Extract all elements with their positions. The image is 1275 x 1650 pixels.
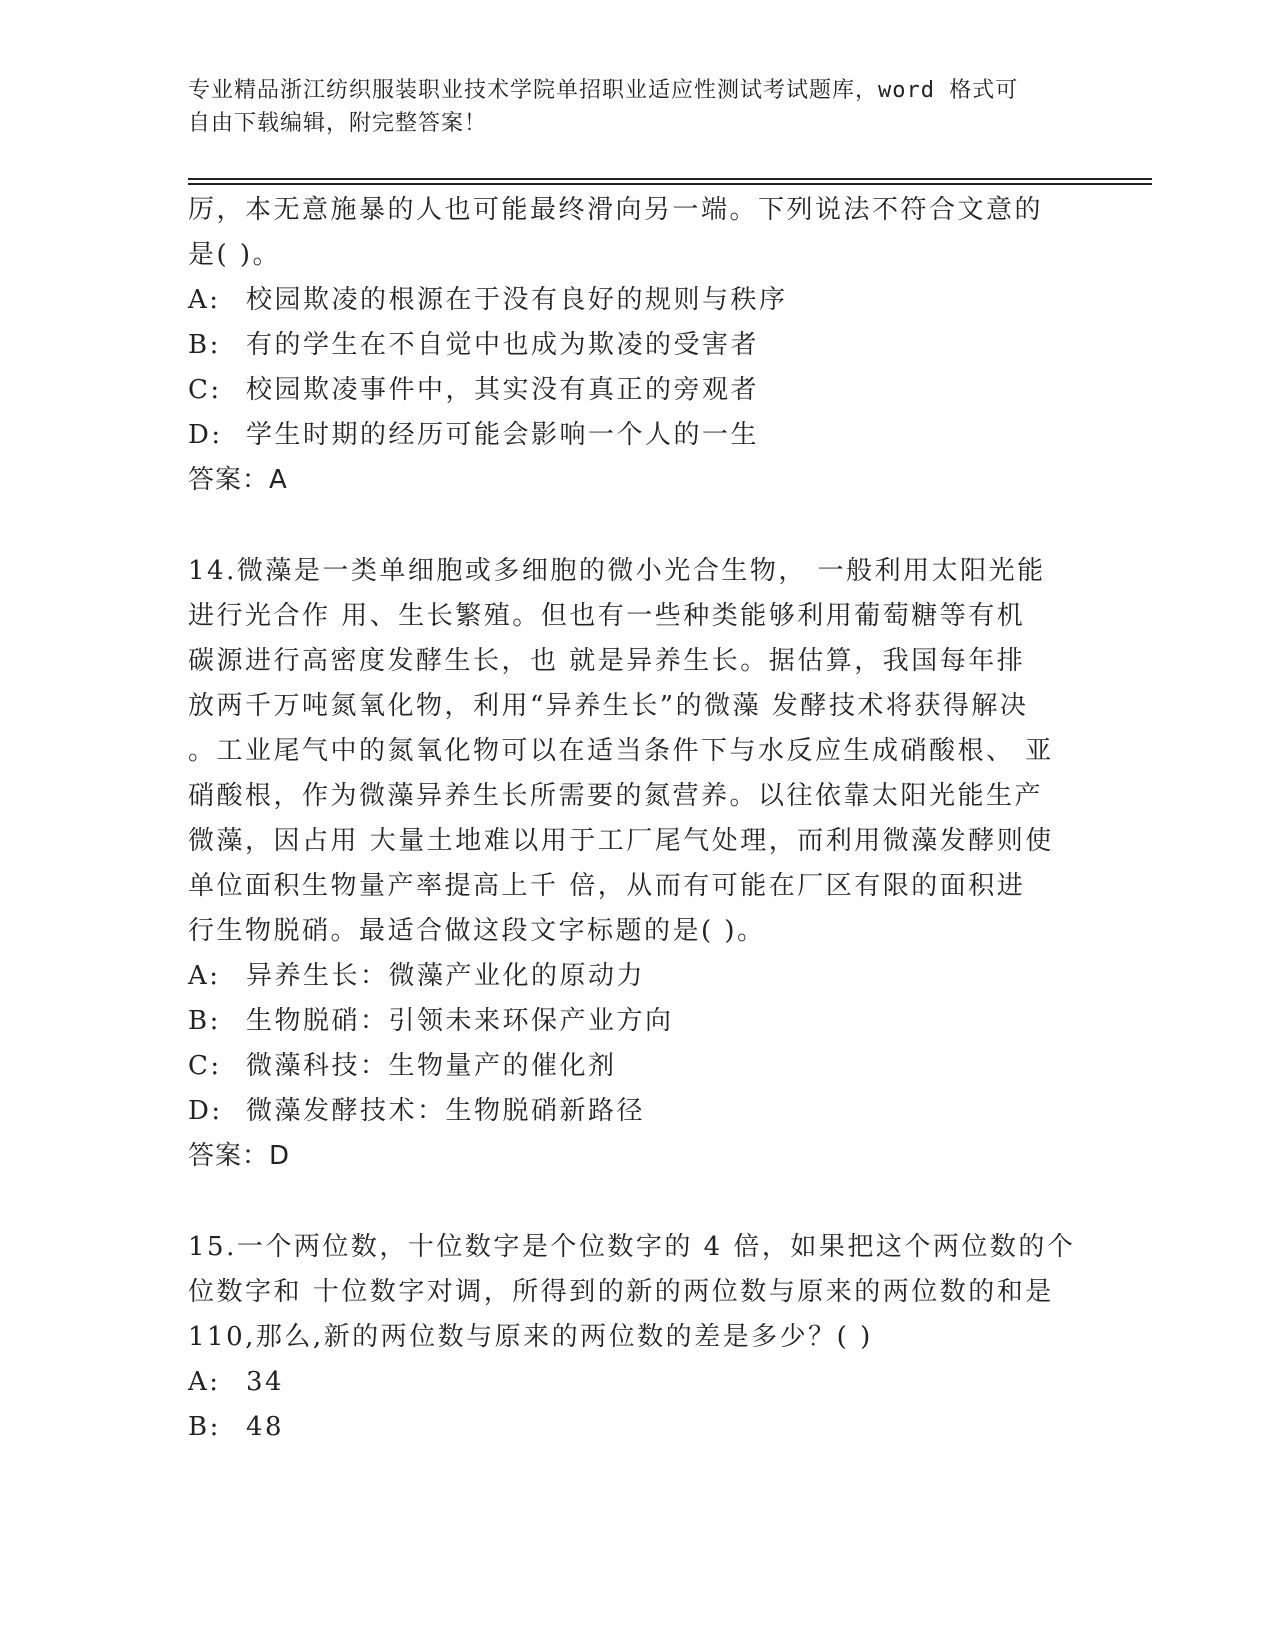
document-header xyxy=(188,74,1068,140)
question-text-line: 单位面积生物量产率提高上千 倍，从而有可能在厂区有限的面积进 xyxy=(188,871,1026,901)
question-text-line: 15.一个两位数，十位数字是个位数字的 4 倍，如果把这个两位数的个 xyxy=(188,1232,1076,1262)
question-text-line: 位数字和 十位数字对调，所得到的新的两位数与原来的两位数的和是 xyxy=(188,1277,1054,1307)
option-b: B: 48 xyxy=(188,1412,285,1442)
option-a: A: 校园欺凌的根源在于没有良好的规则与秩序 xyxy=(188,285,788,315)
option-d: D: 微藻发酵技术：生物脱硝新路径 xyxy=(188,1096,646,1126)
question-15 xyxy=(188,1225,1088,1450)
option-c: C: 微藻科技：生物量产的催化剂 xyxy=(188,1051,617,1081)
question-text-line: 行生物脱硝。最适合做这段文字标题的是( )。 xyxy=(188,916,766,946)
header-line-1: 专业精品浙江纺织服装职业技术学院单招职业适应性测试考试题库，word 格式可 xyxy=(188,78,1019,103)
answer: 答案：D xyxy=(188,1141,291,1171)
option-c: C: 校园欺凌事件中，其实没有真正的旁观者 xyxy=(188,375,760,405)
option-d: D: 学生时期的经历可能会影响一个人的一生 xyxy=(188,420,760,450)
answer: 答案：A xyxy=(188,465,288,495)
question-text-line: 。工业尾气中的氮氧化物可以在适当条件下与水反应生成硝酸根、 亚 xyxy=(188,736,1054,766)
option-a: A: 34 xyxy=(188,1367,285,1397)
question-text-line: 微藻，因占用 大量土地难以用于工厂尾气处理，而利用微藻发酵则使 xyxy=(188,826,1054,856)
question-13 xyxy=(188,188,1088,503)
header-rule-top xyxy=(188,178,1152,180)
header-line-2: 自由下载编辑，附完整答案！ xyxy=(188,111,488,136)
document-body xyxy=(188,188,1088,1450)
question-text-line: 硝酸根，作为微藻异养生长所需要的氮营养。以往依靠太阳光能生产 xyxy=(188,781,1044,811)
question-14 xyxy=(188,549,1088,1179)
option-b: B: 有的学生在不自觉中也成为欺凌的受害者 xyxy=(188,330,760,360)
question-text-line: 进行光合作 用、生长繁殖。但也有一些种类能够利用葡萄糖等有机 xyxy=(188,601,1026,631)
header-rule-bottom xyxy=(188,183,1152,185)
question-text-line: 14.微藻是一类单细胞或多细胞的微小光合生物， 一般利用太阳光能 xyxy=(188,556,1046,586)
question-text-line: 放两千万吨氮氧化物，利用“异养生长”的微藻 发酵技术将获得解决 xyxy=(188,691,1029,721)
question-text-line: 110,那么,新的两位数与原来的两位数的差是多少？( ) xyxy=(188,1322,873,1352)
question-text-line: 碳源进行高密度发酵生长，也 就是异养生长。据估算，我国每年排 xyxy=(188,646,1026,676)
question-text-line: 是( )。 xyxy=(188,240,282,270)
option-a: A: 异养生长：微藻产业化的原动力 xyxy=(188,961,646,991)
question-text-line: 厉，本无意施暴的人也可能最终滑向另一端。下列说法不符合文意的 xyxy=(188,195,1044,225)
option-b: B: 生物脱硝：引领未来环保产业方向 xyxy=(188,1006,674,1036)
